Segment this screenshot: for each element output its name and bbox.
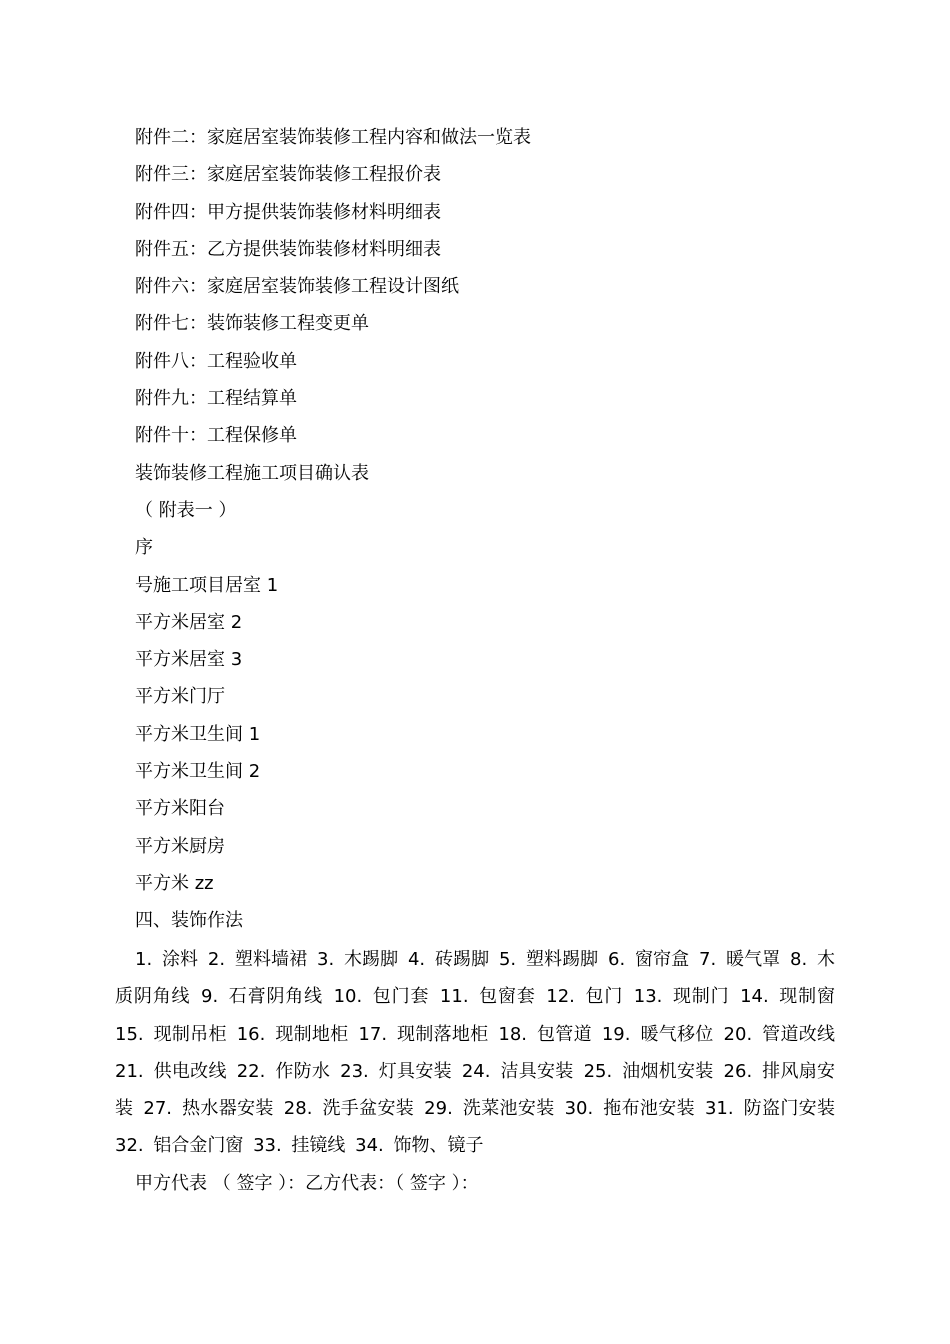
text-line: 平方米 zz [135,872,214,894]
content-lines [135,119,855,940]
text-line: 平方米居室 3 [135,649,243,671]
attachment-9-line: 附件九：工程结算单 [135,388,297,410]
signature-line: 甲方代表 （ 签字 ）：乙方代表：（ 签字 ）： [135,1173,479,1194]
section-heading: 四、装饰作法 [135,910,243,932]
attachment-2-line: 附件二：家庭居室装饰装修工程内容和做法一览表 [135,127,531,148]
attachment-10-line: 附件十：工程保修单 [135,425,297,447]
decoration-methods-paragraph: 1. 涂料 2. 塑料墙裙 3. 木踢脚 4. 砖踢脚 5. 塑料踢脚 6. 窗帘盒 7. 暖气罩 8. 木质阴角线 9. 石膏阴角线 10. 包门套 11. 包窗套 12. 包门 13. 现制门 14. 现制窗 15. 现制吊柜 16. 现制地柜 17. 现制落地柜 18. 包管道 19. 暖气移位 20. 管道改线 21. 供电改线 22. 作防水 23. 灯具安装 24. 洁具安装 25. 油烟机安装 26. 排风扇安装 27. 热水器安装 28. 洗手盆安装 29. 洗菜池安装 30. 拖布池安装 31. 防盗门安装 32. 铝合金门窗 33. 挂镜线 34. 饰物、镜子 [115,949,835,1157]
attachment-3-line: 附件三：家庭居室装饰装修工程报价表 [135,164,441,186]
confirmation-table-title: 装饰装修工程施工项目确认表 [135,462,369,484]
attachment-8-line: 附件八：工程验收单 [135,350,297,372]
text-line: 序 [135,537,153,559]
appendix-label: （ 附表一 ） [135,499,237,521]
attachment-7-line: 附件七：装饰装修工程变更单 [135,313,369,335]
text-line: 平方米卫生间 1 [135,723,261,745]
attachment-5-line: 附件五：乙方提供装饰装修材料明细表 [135,238,441,260]
text-line: 平方米阳台 [135,798,225,820]
text-line: 平方米居室 2 [135,611,243,633]
attachment-4-line: 附件四：甲方提供装饰装修材料明细表 [135,201,441,223]
text-line: 平方米卫生间 2 [135,761,261,783]
attachment-6-line: 附件六：家庭居室装饰装修工程设计图纸 [135,276,459,298]
text-line: 平方米门厅 [135,686,225,708]
text-line: 平方米厨房 [135,835,225,857]
text-line: 号施工项目居室 1 [135,574,279,596]
